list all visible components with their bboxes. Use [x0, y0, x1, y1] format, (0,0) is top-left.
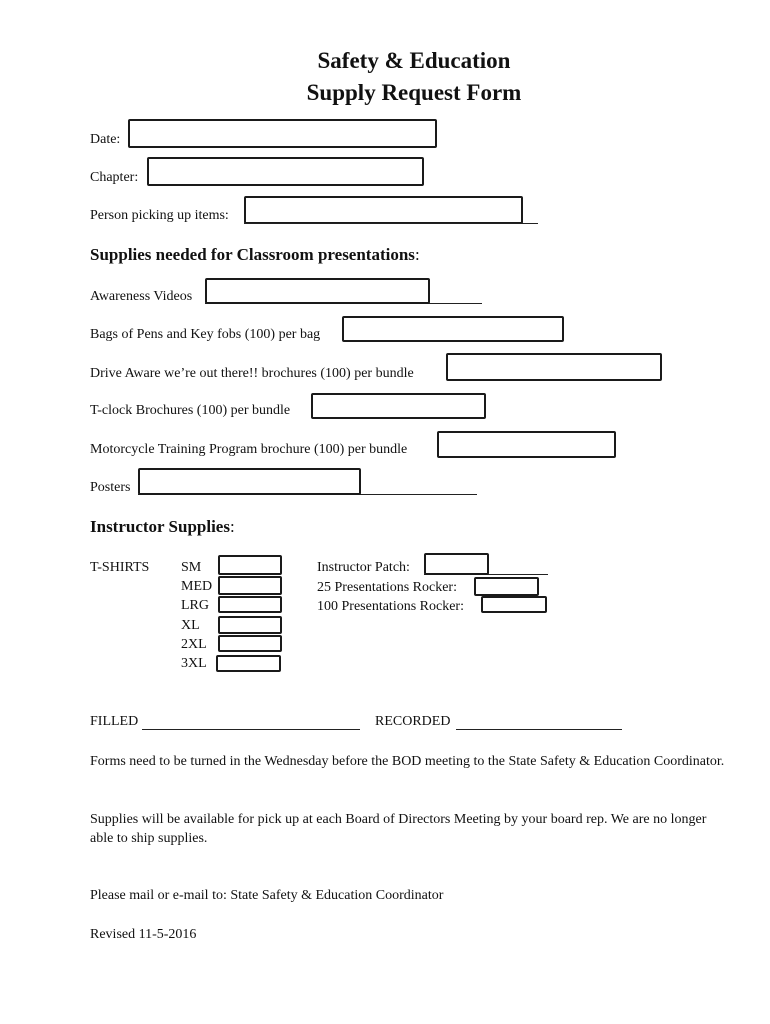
size-med-field[interactable] [218, 576, 282, 595]
motorcycle-field[interactable] [437, 431, 616, 458]
size-2xl-label: 2XL [181, 637, 207, 652]
pens-keyfobs-label: Bags of Pens and Key fobs (100) per bag [90, 327, 321, 342]
patch-field[interactable] [424, 553, 489, 575]
tclock-label: T-clock Brochures (100) per bundle [90, 403, 291, 418]
classroom-heading: Supplies needed for Classroom presentations: [90, 245, 420, 264]
rocker100-label: 100 Presentations Rocker: [317, 599, 464, 614]
size-3xl-field[interactable] [216, 655, 281, 672]
person-field[interactable] [244, 196, 523, 224]
form-title-line-2: Supply Request Form [306, 80, 522, 105]
size-xl-label: XL [181, 618, 200, 633]
date-field[interactable] [128, 119, 437, 148]
person-underline [244, 223, 538, 224]
tshirts-label: T-SHIRTS [90, 560, 150, 575]
revised-date: Revised 11-5-2016 [90, 927, 197, 942]
drive-aware-label: Drive Aware we’re out there!! brochures (100) per bundle [90, 366, 414, 381]
rocker100-field[interactable] [481, 596, 547, 613]
drive-aware-field[interactable] [446, 353, 662, 381]
size-lrg-label: LRG [181, 598, 209, 613]
size-2xl-field[interactable] [218, 635, 282, 652]
chapter-field[interactable] [147, 157, 424, 186]
awareness-videos-field[interactable] [205, 278, 430, 304]
filled-label: FILLED [90, 714, 139, 729]
recorded-line[interactable] [456, 729, 622, 730]
size-sm-field[interactable] [218, 555, 282, 575]
tclock-field[interactable] [311, 393, 486, 419]
form-title-line-1: Safety & Education [317, 48, 511, 73]
deadline-note: Forms need to be turned in the Wednesday before the BOD meeting to the State Safety & Education Coordinator. [90, 754, 725, 769]
rocker25-label: 25 Presentations Rocker: [317, 580, 457, 595]
size-med-label: MED [181, 579, 213, 594]
size-sm-label: SM [181, 560, 202, 575]
patch-label: Instructor Patch: [317, 560, 410, 575]
pickup-note: Supplies will be available for pick up at each Board of Directors Meeting by your board rep. We are no longer able to ship supplies. [90, 812, 707, 846]
person-label: Person picking up items: [90, 208, 229, 223]
size-lrg-field[interactable] [218, 596, 282, 613]
filled-line[interactable] [142, 729, 360, 730]
mail-to-note: Please mail or e-mail to: State Safety & Education Coordinator [90, 888, 444, 903]
posters-label: Posters [90, 480, 131, 495]
rocker25-field[interactable] [474, 577, 539, 596]
posters-field[interactable] [138, 468, 361, 495]
chapter-label: Chapter: [90, 170, 139, 185]
awareness-videos-label: Awareness Videos [90, 289, 193, 304]
pens-keyfobs-field[interactable] [342, 316, 564, 342]
date-label: Date: [90, 132, 121, 147]
size-3xl-label: 3XL [181, 656, 207, 671]
recorded-label: RECORDED [375, 714, 451, 729]
instructor-heading: Instructor Supplies: [90, 517, 235, 536]
motorcycle-label: Motorcycle Training Program brochure (100) per bundle [90, 442, 408, 457]
size-xl-field[interactable] [218, 616, 282, 634]
